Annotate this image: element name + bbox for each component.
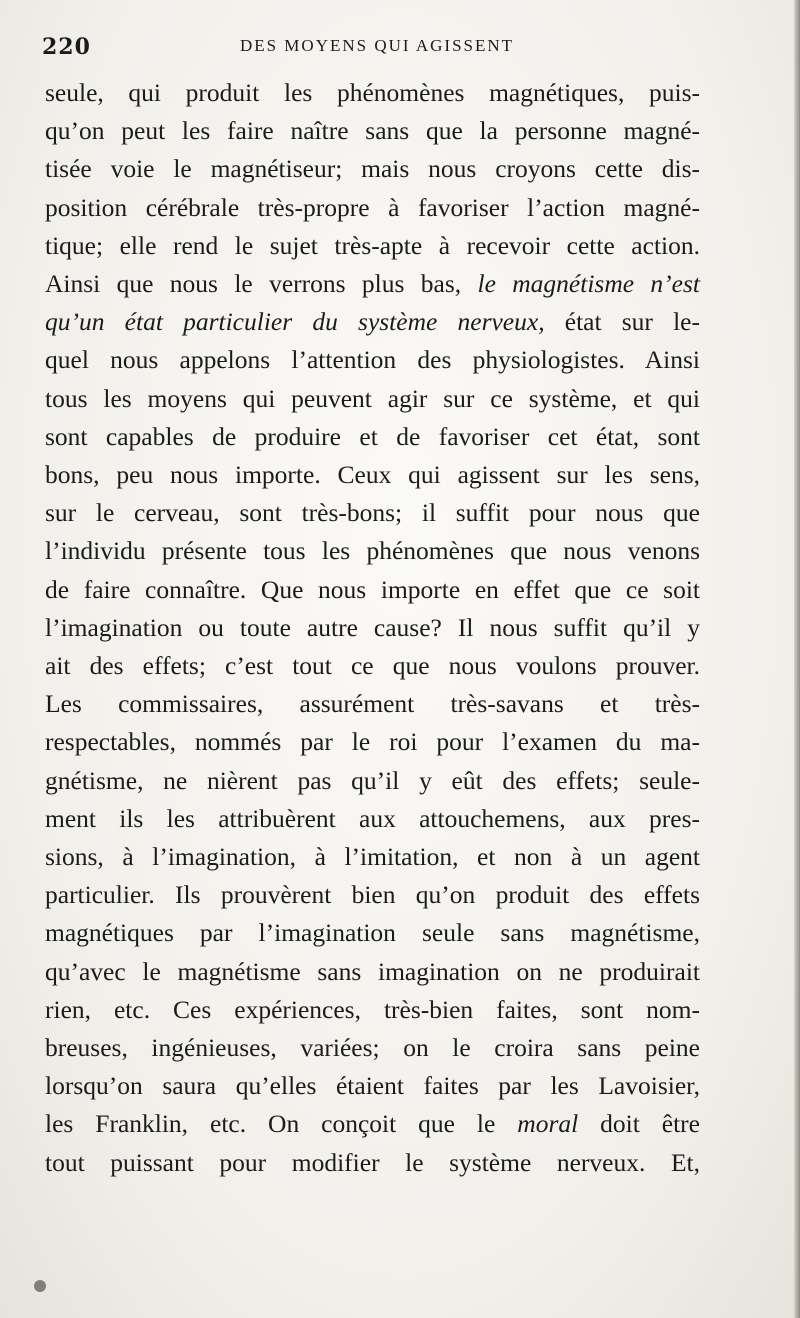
text-line xyxy=(45,150,700,188)
text-segment: bons, peu nous importe. Ceux qui agissent sur les sens, xyxy=(45,460,700,490)
text-line xyxy=(45,800,700,838)
text-line xyxy=(45,456,700,494)
text-segment: ait des effets; c’est tout ce que nous voulons prouver. xyxy=(45,651,700,681)
page-edge-shadow xyxy=(794,0,800,1318)
text-segment: lorsqu’on saura qu’elles étaient faites par les Lavoisier, xyxy=(45,1071,700,1101)
text-segment: tique; elle rend le sujet très-apte à recevoir cette action. xyxy=(45,230,700,260)
text-line xyxy=(45,876,700,914)
text-line xyxy=(45,380,700,418)
text-segment: rien, etc. Ces expériences, très-bien faites, sont nom- xyxy=(45,994,700,1024)
text-line xyxy=(45,914,700,952)
text-segment: tisée voie le magnétiseur; mais nous croyons cette dis- xyxy=(45,154,700,184)
text-segment: tout puissant pour modifier le système nerveux. Et, xyxy=(45,1147,700,1177)
italic-segment: qu’un état particulier du système nerveux, xyxy=(45,307,545,337)
text-segment: sont capables de produire et de favoriser cet état, sont xyxy=(45,421,700,451)
text-segment: de faire connaître. Que nous importe en effet que ce soit xyxy=(45,574,700,604)
text-line xyxy=(45,303,700,341)
text-line xyxy=(45,571,700,609)
text-segment: position cérébrale très-propre à favoriser l’action magné- xyxy=(45,192,700,222)
text-line xyxy=(45,1105,700,1143)
text-segment: tous les moyens qui peuvent agir sur ce système, et qui xyxy=(45,383,700,413)
text-segment: particulier. Ils prouvèrent bien qu’on produit des effets xyxy=(45,880,700,910)
text-segment: breuses, ingénieuses, variées; on le croira sans peine xyxy=(45,1033,700,1063)
text-line xyxy=(45,647,700,685)
text-segment: respectables, nommés par le roi pour l’examen du ma- xyxy=(45,727,700,757)
text-line xyxy=(45,1067,700,1105)
text-line xyxy=(45,762,700,800)
text-segment: l’imagination ou toute autre cause? Il nous suffit qu’il y xyxy=(45,612,700,642)
text-segment: magnétiques par l’imagination seule sans magnétisme, xyxy=(45,918,700,948)
text-line xyxy=(45,189,700,227)
text-line xyxy=(45,74,700,112)
text-segment: qu’avec le magnétisme sans imagination on ne produirait xyxy=(45,956,700,986)
text-segment: qu’on peut les faire naître sans que la personne magné- xyxy=(45,116,700,146)
text-line xyxy=(45,685,700,723)
text-line xyxy=(45,341,700,379)
text-line xyxy=(45,723,700,761)
text-segment: gnétisme, ne nièrent pas qu’il y eût des effets; seule- xyxy=(45,765,700,795)
text-line xyxy=(45,609,700,647)
italic-segment: moral xyxy=(517,1109,579,1139)
text-line xyxy=(45,953,700,991)
text-line xyxy=(45,265,700,303)
text-line xyxy=(45,991,700,1029)
text-line xyxy=(45,532,700,570)
text-segment: sions, à l’imagination, à l’imitation, et non à un agent xyxy=(45,842,700,872)
text-line xyxy=(45,112,700,150)
text-line xyxy=(45,838,700,876)
text-segment: sur le cerveau, sont très-bons; il suffit pour nous que xyxy=(45,498,700,528)
text-line xyxy=(45,227,700,265)
text-segment: Les commissaires, assurément très-savans et très- xyxy=(45,689,700,719)
text-line xyxy=(45,1144,700,1182)
text-line xyxy=(45,494,700,532)
text-segment: ment ils les attribuèrent aux attouchemens, aux pres- xyxy=(45,803,700,833)
text-segment: les Franklin, etc. On conçoit que le xyxy=(45,1109,518,1139)
text-segment: doit être xyxy=(578,1109,700,1139)
text-segment: l’individu présente tous les phénomènes que nous venons xyxy=(45,536,700,566)
text-segment: seule, qui produit les phénomènes magnétiques, puis- xyxy=(45,78,700,107)
italic-segment: le magnétisme n’est xyxy=(477,269,700,299)
text-segment: état sur le- xyxy=(544,307,700,337)
text-line xyxy=(45,418,700,456)
body-text xyxy=(45,74,700,1182)
ink-spot xyxy=(34,1280,46,1292)
text-segment: quel nous appelons l’attention des physiologistes. Ainsi xyxy=(45,345,700,375)
page-number: 220 xyxy=(42,34,91,60)
text-line xyxy=(45,1029,700,1067)
text-segment: Ainsi que nous le verrons plus bas, xyxy=(45,269,478,299)
running-head: DES MOYENS QUI AGISSENT xyxy=(239,36,515,55)
page-header xyxy=(42,34,712,64)
